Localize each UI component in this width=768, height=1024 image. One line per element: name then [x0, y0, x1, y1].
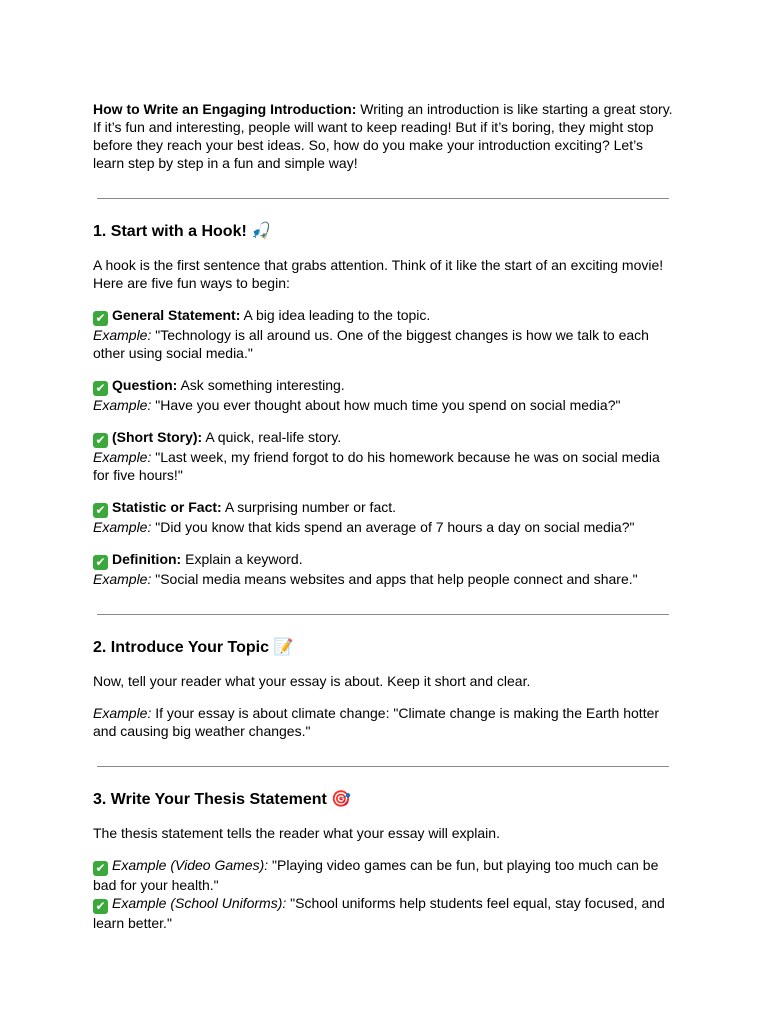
check-icon: ✔	[93, 311, 108, 326]
example-text: "Have you ever thought about how much time you spend on social media?"	[151, 397, 621, 413]
hook-item-question	[93, 376, 677, 414]
check-icon: ✔	[93, 503, 108, 518]
hook-item-general	[93, 306, 677, 362]
hook-lead: A hook is the first sentence that grabs attention. Think of it like the start of an exciting movie! Here are five fun ways to begin:	[93, 257, 664, 291]
check-icon: ✔	[93, 899, 108, 914]
topic-lead: Now, tell your reader what your essay is about. Keep it short and clear.	[93, 673, 531, 689]
check-icon: ✔	[93, 861, 108, 876]
hook-item-line	[93, 306, 677, 326]
thesis-lead: The thesis statement tells the reader what your essay will explain.	[93, 825, 500, 841]
hook-item-example	[93, 570, 677, 588]
hook-item-line	[93, 550, 677, 570]
item-desc: A surprising number or fact.	[221, 499, 397, 515]
intro-text: Writing an introduction is like starting a great story. If it’s fun and interesting, people will want to keep reading! But if it’s boring, they might stop before they reach your best ideas. So, how do you make your introduction exciting? Let’s learn step by step in a fun and simple way!	[93, 101, 673, 171]
fishing-pole-icon: 🎣	[251, 221, 272, 240]
hook-item-line	[93, 498, 677, 518]
item-label: (Short Story):	[112, 429, 203, 445]
example-label: Example:	[93, 449, 152, 465]
topic-example	[93, 704, 677, 740]
heading-text: 3. Write Your Thesis Statement	[93, 791, 327, 808]
hook-item-example	[93, 448, 677, 484]
example-text: "Technology is all around us. One of the biggest changes is how we talk to each other using social media."	[93, 327, 649, 361]
intro-title: How to Write an Engaging Introduction:	[93, 101, 357, 117]
item-desc: A big idea leading to the topic.	[240, 307, 431, 323]
hook-item-line	[93, 376, 677, 396]
target-icon: 🎯	[331, 789, 352, 808]
hook-item-statistic	[93, 498, 677, 536]
thesis-example-video-games	[93, 856, 677, 894]
example-text: "Last week, my friend forgot to do his homework because he was on social media for five hours!"	[93, 449, 660, 483]
item-desc: Explain a keyword.	[181, 551, 303, 567]
item-label: Question:	[112, 377, 178, 393]
item-label: Definition:	[112, 551, 182, 567]
example-label: Example:	[93, 397, 152, 413]
example-text: If your essay is about climate change: "Climate change is making the Earth hotter and causing big weather changes."	[93, 705, 660, 739]
example-text: "School uniforms help students feel equal, stay focused, and learn better."	[93, 895, 665, 931]
item-desc: A quick, real-life story.	[202, 429, 342, 445]
check-icon: ✔	[93, 433, 108, 448]
section-heading-thesis	[93, 789, 677, 810]
heading-text: 2. Introduce Your Topic	[93, 639, 270, 656]
example-label: Example (Video Games):	[112, 857, 269, 873]
item-label: Statistic or Fact:	[112, 499, 222, 515]
item-desc: Ask something interesting.	[177, 377, 345, 393]
example-label: Example:	[93, 571, 152, 587]
hook-item-example	[93, 396, 677, 414]
intro-paragraph	[93, 100, 677, 172]
divider	[97, 766, 669, 767]
document-content	[93, 100, 677, 932]
hook-item-example	[93, 326, 677, 362]
check-icon: ✔	[93, 381, 108, 396]
hook-item-story	[93, 428, 677, 484]
hook-item-definition	[93, 550, 677, 588]
hook-item-example	[93, 518, 677, 536]
divider	[97, 614, 669, 615]
section-heading-topic	[93, 637, 677, 658]
example-label: Example:	[93, 705, 152, 721]
example-label: Example (School Uniforms):	[112, 895, 287, 911]
example-text: "Playing video games can be fun, but playing too much can be bad for your health."	[93, 857, 659, 893]
hook-item-line	[93, 428, 677, 448]
check-icon: ✔	[93, 555, 108, 570]
heading-text: 1. Start with a Hook!	[93, 223, 247, 240]
example-label: Example:	[93, 327, 152, 343]
thesis-example-uniforms	[93, 894, 677, 932]
example-label: Example:	[93, 519, 152, 535]
example-text: "Social media means websites and apps that help people connect and share."	[151, 571, 638, 587]
example-text: "Did you know that kids spend an average of 7 hours a day on social media?"	[151, 519, 635, 535]
memo-icon: 📝	[273, 637, 294, 656]
section-heading-hook	[93, 221, 677, 242]
divider	[97, 198, 669, 199]
item-label: General Statement:	[112, 307, 241, 323]
